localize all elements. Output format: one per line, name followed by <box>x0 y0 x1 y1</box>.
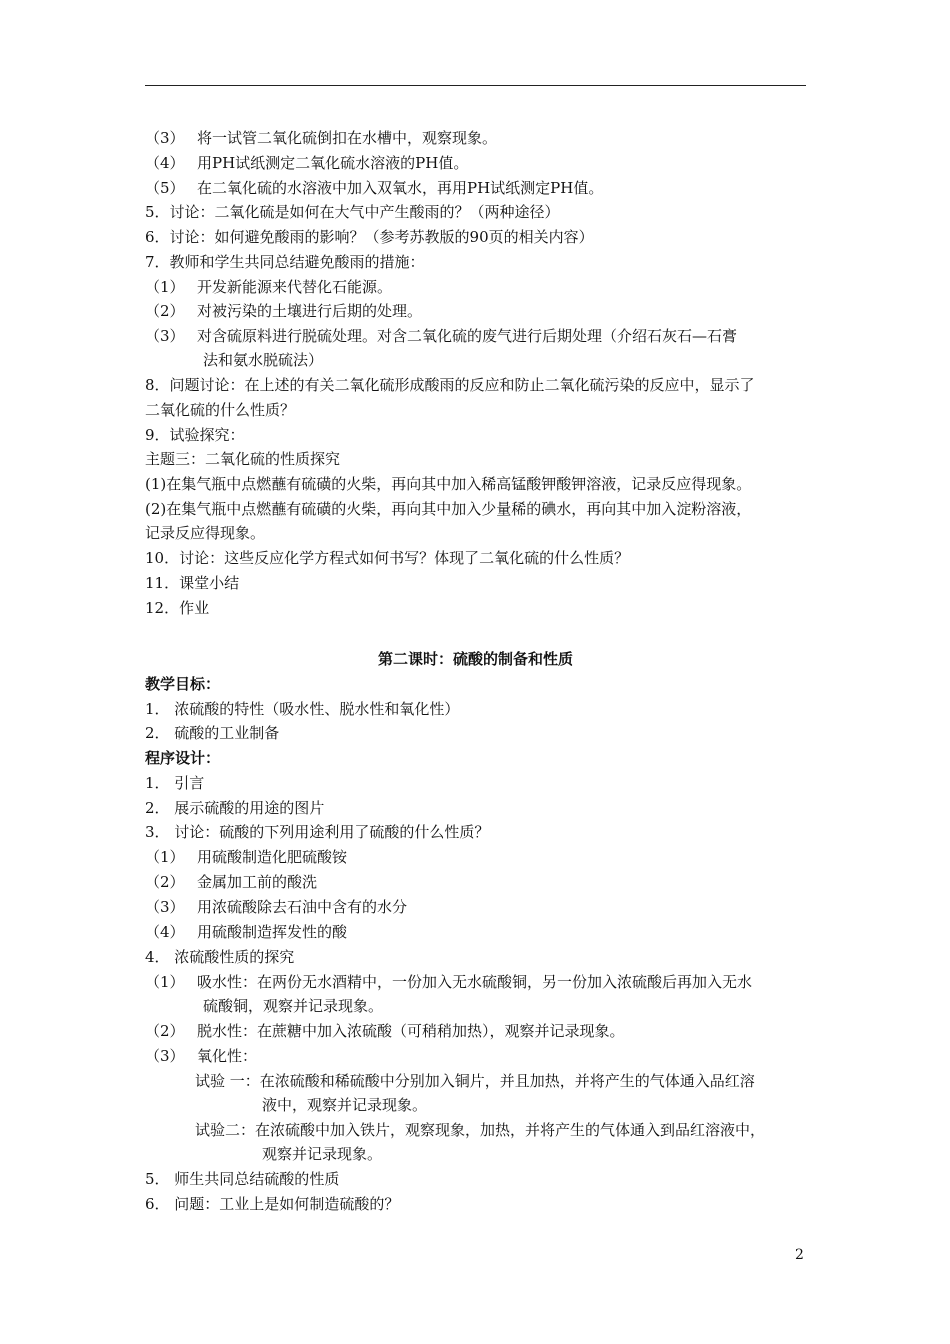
text-line: 试验 一：在浓硫酸和稀硫酸中分别加入铜片，并且加热，并将产生的气体通入品红溶 <box>195 1072 755 1090</box>
text-line: 4． 浓硫酸性质的探究 <box>145 948 295 966</box>
text-line: 11．课堂小结 <box>145 574 240 592</box>
text-line: 2． 展示硫酸的用途的图片 <box>145 799 325 817</box>
text-line: 5．讨论：二氧化硫是如何在大气中产生酸雨的？（两种途径） <box>145 203 560 221</box>
text-line: 二氧化硫的什么性质？ <box>145 401 296 419</box>
text-line: 试验二：在浓硫酸中加入铁片，观察现象，加热，并将产生的气体通入到品红溶液中， <box>195 1121 766 1139</box>
list-item: （3） 将一试管二氧化硫倒扣在水槽中，观察现象。 <box>145 129 498 147</box>
text-line: 硫酸铜，观察并记录现象。 <box>203 997 384 1015</box>
text-line: 6． 问题：工业上是如何制造硫酸的？ <box>145 1195 400 1213</box>
text-line: (1)在集气瓶中点燃蘸有硫磺的火柴，再向其中加入稀高锰酸钾酸钾溶液，记录反应得现象。 <box>145 475 752 493</box>
text-line: 法和氨水脱硫法） <box>203 351 324 369</box>
text-line: 观察并记录现象。 <box>262 1145 383 1163</box>
text-line: 1． 浓硫酸的特性（吸水性、脱水性和氧化性） <box>145 700 460 718</box>
subheading: 教学目标： <box>145 675 221 693</box>
list-item: （1） 用硫酸制造化肥硫酸铵 <box>145 848 348 866</box>
text-line: (2)在集气瓶中点燃蘸有硫磺的火柴，再向其中加入少量稀的碘水，再向其中加入淀粉溶液， <box>145 500 752 518</box>
list-item: （1） 开发新能源来代替化石能源。 <box>145 278 393 296</box>
text-line: 1． 引言 <box>145 774 205 792</box>
header-rule <box>145 85 806 86</box>
text-line: 记录反应得现象。 <box>145 524 266 542</box>
list-item: （3） 用浓硫酸除去石油中含有的水分 <box>145 898 408 916</box>
text-line: 7．教师和学生共同总结避免酸雨的措施： <box>145 253 425 271</box>
text-line: 12．作业 <box>145 599 210 617</box>
text-line: 2． 硫酸的工业制备 <box>145 724 280 742</box>
subheading: 程序设计： <box>145 749 221 767</box>
list-item: （4） 用PH试纸测定二氧化硫水溶液的PH值。 <box>145 154 469 172</box>
text-line: 5． 师生共同总结硫酸的性质 <box>145 1170 340 1188</box>
text-line: 9．试验探究： <box>145 426 245 444</box>
list-item: （4） 用硫酸制造挥发性的酸 <box>145 923 348 941</box>
text-line: 液中，观察并记录现象。 <box>262 1096 428 1114</box>
list-item: （2） 对被污染的土壤进行后期的处理。 <box>145 302 423 320</box>
list-item: （5） 在二氧化硫的水溶液中加入双氧水，再用PH试纸测定PH值。 <box>145 179 604 197</box>
text-line: 8．问题讨论：在上述的有关二氧化硫形成酸雨的反应和防止二氧化硫污染的反应中，显示了 <box>145 376 755 394</box>
list-item: （2） 金属加工前的酸洗 <box>145 873 318 891</box>
text-line: 3． 讨论：硫酸的下列用途利用了硫酸的什么性质？ <box>145 823 490 841</box>
list-item: （1） 吸水性：在两份无水酒精中，一份加入无水硫酸铜，另一份加入浓硫酸后再加入无水 <box>145 973 753 991</box>
text-line: 10．讨论：这些反应化学方程式如何书写？体现了二氧化硫的什么性质？ <box>145 549 630 567</box>
page-number: 2 <box>795 1247 804 1263</box>
text-line: 6．讨论：如何避免酸雨的影响？（参考苏教版的90页的相关内容） <box>145 228 594 246</box>
list-item: （2） 脱水性：在蔗糖中加入浓硫酸（可稍稍加热），观察并记录现象。 <box>145 1022 625 1040</box>
text-line: 主题三：二氧化硫的性质探究 <box>145 450 341 468</box>
list-item: （3） 氧化性： <box>145 1047 258 1065</box>
section-title: 第二课时：硫酸的制备和性质 <box>377 650 573 668</box>
list-item: （3） 对含硫原料进行脱硫处理。对含二氧化硫的废气进行后期处理（介绍石灰石—石膏 <box>145 327 738 345</box>
